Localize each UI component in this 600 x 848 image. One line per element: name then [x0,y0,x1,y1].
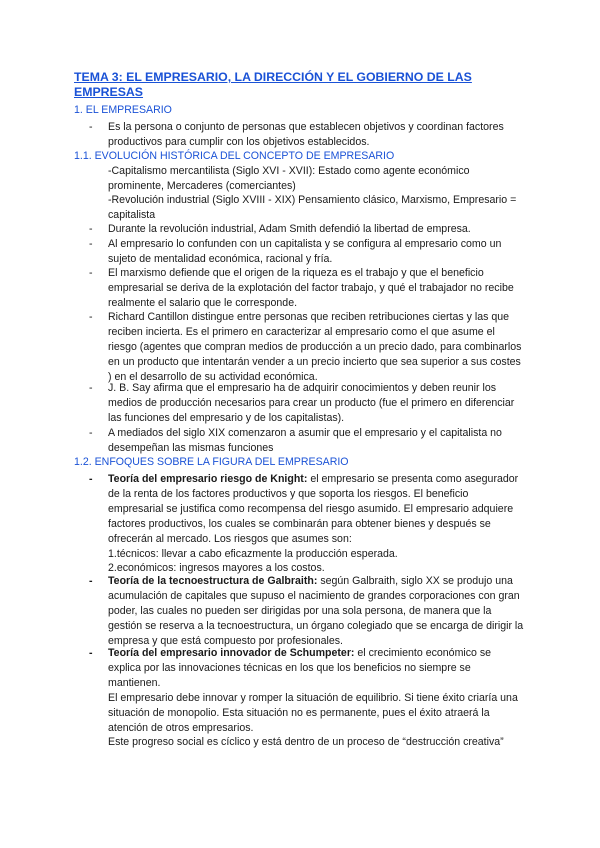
bullet-dash: - [89,121,93,133]
bullet-dash: - [89,382,93,394]
section-heading-enfoques: 1.2. ENFOQUES SOBRE LA FIGURA DEL EMPRESARIO [74,456,349,468]
theory-schumpeter-heading: Teoría del empresario innovador de Schumpeter: [108,647,355,659]
paragraph-cantillon: Richard Cantillon distingue entre personas que reciben retribuciones ciertas y las que reciben incierta. Es el primero en caracterizar al empresario como el que asume el riesgo (agentes que compran medios de producción a un precio dado, para combinarlos en un producto que intentarán vender a un precio incierto que sea superior a sus costes ) en el desarrollo de su actividad económica. [108,311,522,383]
theory-schumpeter [108,646,526,750]
bullet-dash: - [89,473,93,485]
paragraph-destruccion-creativa: Este progreso social es cíclico y está dentro de un proceso de “destrucción creativa” [108,736,504,749]
section-heading-el-empresario: 1. EL EMPRESARIO [74,104,172,116]
bullet-dash: - [89,311,93,323]
paragraph-innovar: El empresario debe innovar y romper la situación de equilibrio. Si tiene éxito criaría una situación de monopolio. Esta situación no es permanente, pues el éxito atraerá la atención de otros empresarios. [108,691,518,734]
theory-knight-heading: Teoría del empresario riesgo de Knight: [108,473,308,485]
theory-galbraith [108,574,526,649]
bullet-dash: - [89,267,93,279]
bullet-dash: - [89,647,93,659]
theory-galbraith-heading: Teoría de la tecnoestructura de Galbraith: [108,575,318,587]
section-heading-evolucion: 1.1. EVOLUCIÓN HISTÓRICA DEL CONCEPTO DE EMPRESARIO [74,150,395,162]
document-title: TEMA 3: EL EMPRESARIO, LA DIRECCIÓN Y EL GOBIERNO DE LAS EMPRESAS [74,70,472,99]
theory-knight-text: el empresario se presenta como asegurador de la renta de los factores productivos y que soporta los riesgos. El beneficio empresarial se justifica como recompensa del riesgo asumido. El empresario adquiere factores productivos, los cuales se combinarán para obtener bienes y después se ofrecerán al mercado. Los riesgos que asumes son: [108,473,519,545]
bullet-dash: - [89,427,93,439]
paragraph-definicion: Es la persona o conjunto de personas que establecen objetivos y coordinan factores productivos para cumplir con los objetivos establecidos. [108,121,504,148]
risk-tecnicos: 1.técnicos: llevar a cabo eficazmente la producción esperada. [108,547,398,560]
paragraph-marxismo: El marxismo defiende que el origen de la riqueza es el trabajo y que el beneficio empresarial se deriva de la explotación del factor trabajo, y qué el trabajador no recibe realmente el salario que le corresponde. [108,267,514,309]
paragraph-adam-smith: Durante la revolución industrial, Adam Smith defendió la libertad de empresa. [108,223,471,235]
bullet-dash: - [89,575,93,587]
theory-galbraith-text: según Galbraith, siglo XX se produjo una acumulación de capitales que supuso el nacimiento de grandes corporaciones con gran poder, las cuales no pueden ser dirigidas por una sola persona, de manera que la gestión se reserva a la tecnoestructura, un órgano colegiado que se encarga de dirigir la empresa y que está compuesto por profesionales. [108,575,524,647]
risk-economicos: 2.económicos: ingresos mayores a los costos. [108,562,325,575]
paragraph-capitalismo-mercantilista: -Capitalismo mercantilista (Siglo XVI - XVII): Estado como agente económico prominente, Mercaderes (comerciantes) [108,165,470,192]
paragraph-capitalista: Al empresario lo confunden con un capitalista y se configura al empresario como un sujeto de mentalidad económica, racional y fría. [108,238,502,265]
bullet-dash: - [89,238,93,250]
paragraph-siglo-xix: A mediados del siglo XIX comenzaron a asumir que el empresario y el capitalista no desempeñan las mismas funciones [108,427,502,454]
paragraph-revolucion-industrial: -Revolución industrial (Siglo XVIII - XIX) Pensamiento clásico, Marxismo, Empresario = capitalista [108,194,517,221]
theory-knight [108,472,526,576]
theory-schumpeter-text: el crecimiento económico se explica por las innovaciones técnicas en los que los beneficios no siempre se mantienen. [108,647,492,689]
bullet-dash: - [89,223,93,235]
paragraph-say: J. B. Say afirma que el empresario ha de adquirir conocimientos y deben reunir los medios de producción necesarios para crear un producto (fue el primero en diferenciar las funciones del empresario y de los capitalistas). [108,382,515,424]
